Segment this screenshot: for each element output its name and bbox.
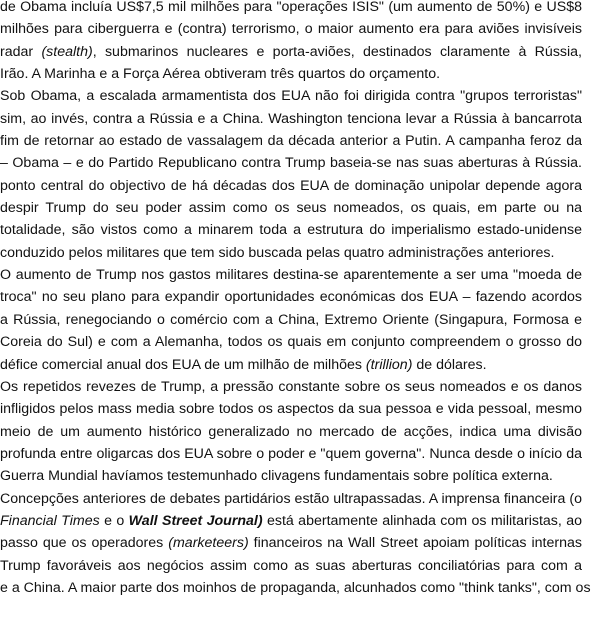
text-line	[0, 0, 582, 18]
text-line	[0, 18, 582, 40]
text-line	[0, 85, 582, 107]
text-segment: sim, ao invés, contra a Rússia e a China. Washington tenciona levar a Rússia à bancarrota	[0, 110, 582, 127]
text-line	[0, 376, 582, 398]
text-segment: (marketeers)	[168, 535, 249, 552]
text-segment: fim de retornar ao estado de vassalagem da década anterior a Putin. A campanha feroz da	[0, 133, 582, 150]
text-segment: O aumento de Trump nos gastos militares destina-se aparentemente a ser uma "moeda de	[0, 267, 582, 284]
text-line	[0, 197, 582, 219]
text-line	[0, 331, 582, 353]
paragraph	[0, 85, 600, 264]
text-line	[0, 532, 582, 554]
text-segment: Concepções anteriores de debates partidários estão ultrapassadas. A imprensa financeira (o	[0, 490, 582, 507]
text-segment: ponto central do objectivo de há décadas dos EUA de dominação unipolar depende agora	[0, 177, 582, 194]
text-segment: financeiros na Wall Street apoiam políticas internas	[253, 535, 582, 552]
text-segment: (stealth)	[41, 43, 93, 60]
text-segment: Os repetidos revezes de Trump, a pressão constante sobre os seus nomeados e os danos	[0, 378, 582, 395]
text-segment: Guerra Mundial havíamos testemunhado clivagens fundamentais sobre política externa.	[0, 468, 553, 485]
text-line	[0, 398, 582, 420]
text-line	[0, 465, 600, 487]
text-segment: profunda entre oligarcas dos EUA sobre o poder e "quem governa". Nunca desde o início da	[0, 445, 582, 462]
text-segment: Trump favoráveis aos negócios assim como as suas aberturas conciliatórias para com a	[0, 557, 582, 574]
text-segment: conduzido pelos militares que tem sido buscada pelas quatro administrações anteriores.	[0, 244, 555, 261]
text-line	[0, 219, 582, 241]
text-line	[0, 41, 582, 63]
text-segment: e a China. A maior parte dos moinhos de propaganda, alcunhados como "think tanks", com os	[0, 579, 591, 596]
text-segment: troca" no seu plano para expandir oportunidades económicas dos EUA – fazendo acordos	[0, 289, 582, 306]
text-line	[0, 175, 582, 197]
text-segment: de Obama incluía US$7,5 mil milhões para "operações ISIS" (um aumento de 50%) e US$8	[0, 0, 582, 15]
text-segment: meio de um aumento histórico generalizado no mercado de acções, indica uma divisão	[0, 423, 582, 440]
text-line	[0, 264, 582, 286]
text-line	[0, 286, 582, 308]
text-segment: Coreia do Sul) e com a Alemanha, todos os quais em conjunto compreendem o grosso do	[0, 334, 582, 351]
paragraph	[0, 0, 600, 85]
text-segment: défice comercial anual dos EUA de um milhão de milhões	[0, 356, 366, 373]
text-line	[0, 108, 582, 130]
text-line	[0, 309, 582, 331]
paragraph	[0, 488, 600, 600]
text-line	[0, 130, 582, 152]
text-line	[0, 63, 600, 85]
text-segment: infligidos pelos mass media sobre todos os aspectos da sua pessoa e vida pessoal, mesmo	[0, 401, 582, 418]
text-segment: (trillion)	[365, 356, 413, 373]
text-line	[0, 443, 582, 465]
text-line	[0, 488, 582, 510]
text-segment: de dólares.	[412, 356, 487, 373]
text-segment: radar	[0, 43, 42, 60]
paragraph	[0, 376, 600, 488]
text-line	[0, 354, 600, 376]
text-segment: , submarinos nucleares e porta-aviões, destinados claramente à Rússia,	[92, 43, 582, 60]
text-line	[0, 555, 582, 577]
text-segment: está abertamente alinhada com os militaristas, ao	[262, 512, 582, 529]
text-segment: Sob Obama, a escalada armamentista dos EUA não foi dirigida contra "grupos terroristas"	[0, 88, 582, 105]
text-line	[0, 152, 582, 174]
text-segment: milhões para ciberguerra e (contra) terrorismo, o maior aumento era para aviões invisíveis	[0, 21, 582, 38]
text-segment: a Rússia, renegociando o comércio com a China, Extremo Oriente (Singapura, Formosa e	[0, 311, 582, 328]
text-segment: passo que os operadores	[0, 535, 169, 552]
text-segment: – Obama – e do Partido Republicano contra Trump baseia-se nas suas aberturas à Rússia.	[0, 155, 582, 172]
text-segment: e o	[99, 512, 129, 529]
paragraph	[0, 264, 600, 376]
text-segment: Wall Street Journal)	[128, 512, 263, 529]
text-segment: despir Trump do seu poder assim como os seus nomeados, os quais, em parte ou na	[0, 200, 582, 217]
text-line	[0, 510, 582, 532]
text-segment: Irão. A Marinha e a Força Aérea obtiveram três quartos do orçamento.	[0, 66, 441, 83]
text-segment: Financial Times	[0, 512, 100, 529]
text-segment: totalidade, são vistos como a minarem toda a estrutura do imperialismo estado-unidense	[0, 222, 582, 239]
text-line	[0, 421, 582, 443]
text-line	[0, 577, 600, 599]
text-line	[0, 242, 600, 264]
